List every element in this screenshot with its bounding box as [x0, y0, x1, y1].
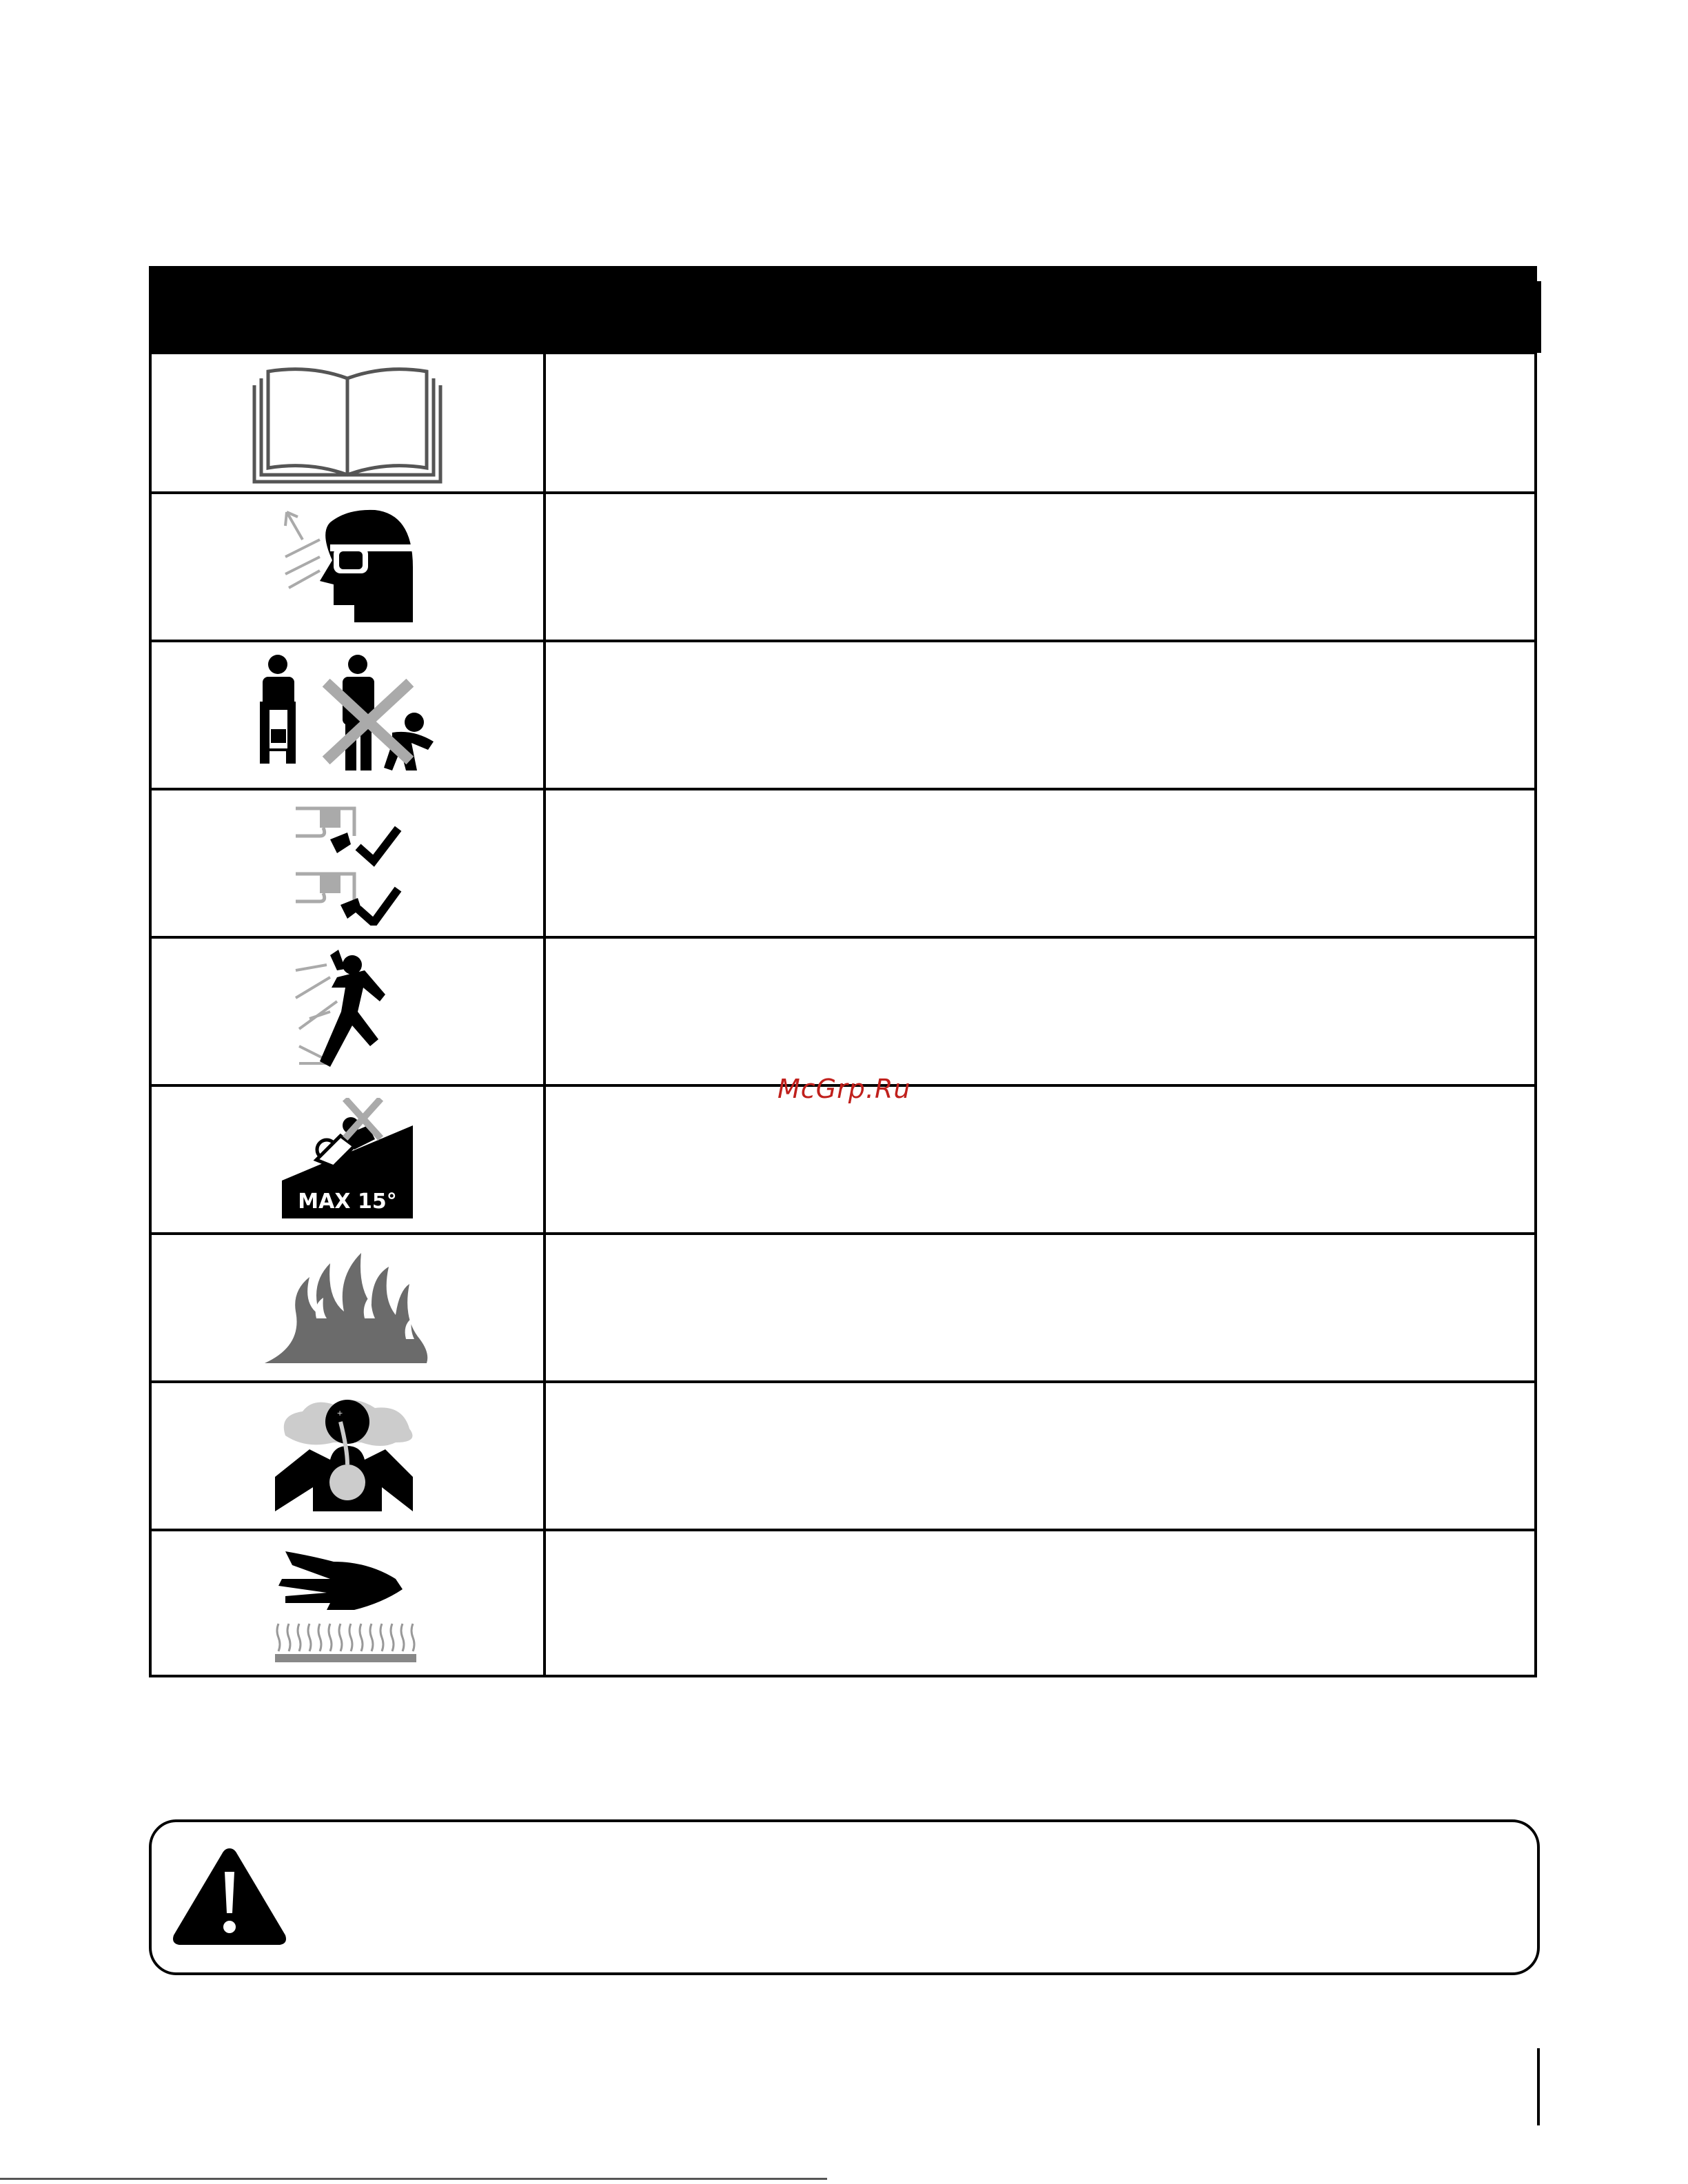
table-row [152, 491, 1534, 640]
toxic-fumes-icon [152, 1383, 546, 1529]
watermark: McGrp.Ru [777, 1074, 911, 1104]
slope-limit-icon [152, 1087, 546, 1232]
hot-surface-icon [152, 1531, 546, 1675]
warning-box [149, 1819, 1540, 1975]
keep-children-away-icon [152, 642, 546, 788]
thrown-objects-icon [152, 939, 546, 1084]
table-row [152, 351, 1534, 491]
svg-text:+: + [337, 1407, 343, 1418]
table-row [152, 1380, 1534, 1529]
bottom-rule [0, 2178, 827, 2180]
table-row [152, 1529, 1534, 1675]
table-row [152, 640, 1534, 788]
table-row [152, 1084, 1534, 1232]
fire-icon [152, 1235, 546, 1380]
table-header [152, 269, 1534, 351]
safety-symbols-table [149, 266, 1537, 1677]
table-row [152, 936, 1534, 1084]
page-rule [1537, 2048, 1540, 2125]
slope-label: MAX 15° [298, 1189, 397, 1214]
read-manual-icon [152, 354, 546, 491]
table-row [152, 788, 1534, 936]
table-row [152, 1232, 1534, 1380]
keep-hands-away-icon [152, 790, 546, 936]
eye-protection-icon [152, 494, 546, 640]
warning-triangle-icon [170, 1844, 289, 1948]
